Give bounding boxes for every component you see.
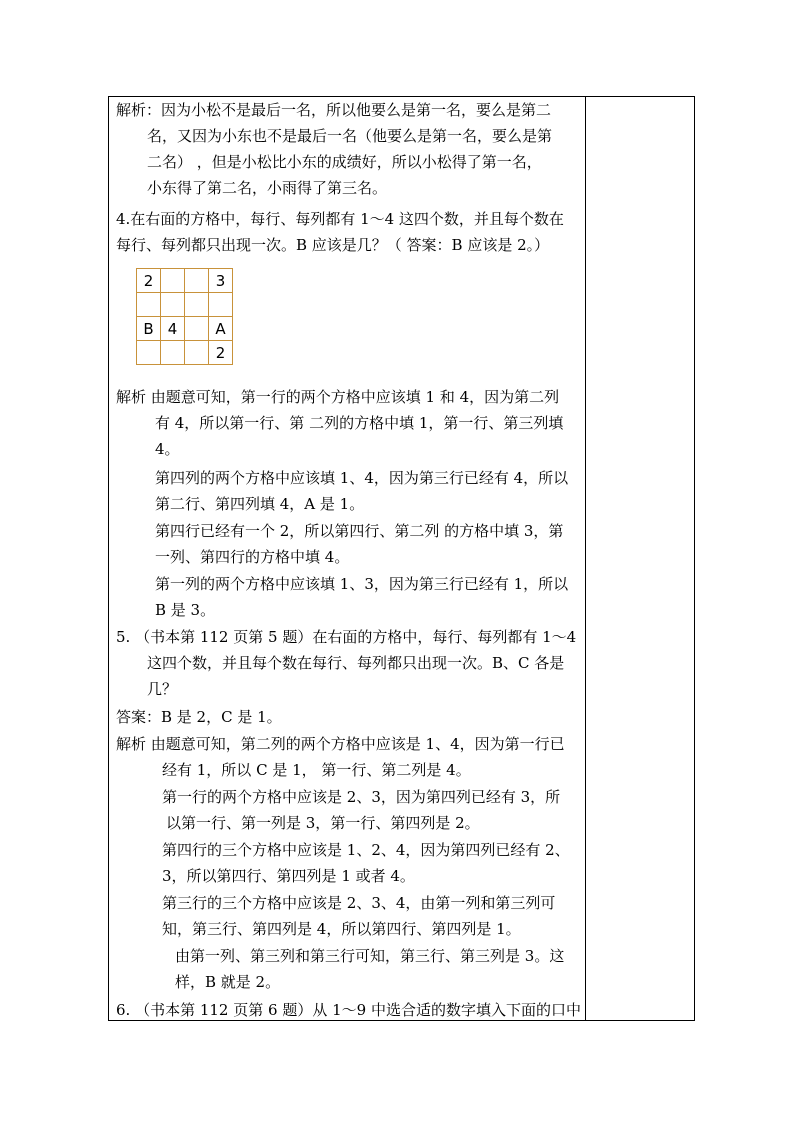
text-line: 第一行的两个方格中应该是 2、3，因为第四列已经有 3，所 [162, 788, 561, 806]
grid-cell: A [209, 317, 233, 341]
text-line: 名，又因为小东也不是最后一名（他要么是第一名，要么是第 [147, 127, 553, 145]
grid-cell: 3 [209, 269, 233, 293]
grid-cell: 2 [137, 269, 161, 293]
text-line: 样，B 就是 2。 [175, 973, 281, 991]
grid-cell [209, 293, 233, 317]
grid-cell: 4 [161, 317, 185, 341]
text-line: 几？ [147, 680, 178, 698]
text-line: 有 4，所以第一行、第 二列的方格中填 1，第一行、第三列填 [155, 414, 564, 432]
grid-cell [137, 341, 161, 365]
grid-cell: 2 [209, 341, 233, 365]
text-line: 这四个数，并且每个数在每行、每列都只出现一次。B、C 各是 [147, 654, 565, 672]
grid-cell [185, 269, 209, 293]
text-line: 第三行的三个方格中应该是 2、3、4，由第一列和第三列可 [162, 894, 556, 912]
sudoku-grid [136, 268, 233, 365]
grid-cell [185, 293, 209, 317]
text-line: 第四列的两个方格中应该填 1、4，因为第三行已经有 4，所以 [155, 469, 569, 487]
grid-cell [185, 341, 209, 365]
text-line: B 是 3。 [155, 601, 216, 619]
text-line: 4。 [155, 440, 180, 458]
text-line: 4.在右面的方格中，每行、每列都有 1～4 这四个数，并且每个数在 [116, 210, 564, 228]
text-line: 经有 1，所以 C 是 1， 第一行、第二列是 4。 [162, 761, 471, 779]
grid-cell [161, 293, 185, 317]
grid-cell: B [137, 317, 161, 341]
grid-cell [185, 317, 209, 341]
text-line: 以第一行、第一列是 3，第一行、第四列是 2。 [166, 814, 480, 832]
text-line: 第四行的三个方格中应该是 1、2、4，因为第四列已经有 2、 [162, 841, 570, 859]
text-line: 解析 由题意可知，第二列的两个方格中应该是 1、4，因为第一行已 [116, 735, 565, 753]
text-line: 6. （书本第 112 页第 6 题）从 1～9 中选合适的数字填入下面的口中 [116, 1001, 581, 1019]
text-line: 二名） ，但是小松比小东的成绩好，所以小松得了第一名， [147, 153, 542, 171]
text-line: 答案：B 是 2，C 是 1。 [116, 708, 282, 726]
grid-cell [161, 341, 185, 365]
text-line: 第四行已经有一个 2，所以第四行、第二列 的方格中填 3，第 [155, 522, 564, 540]
text-line: 由第一列、第三列和第三行可知，第三行、第三列是 3。这 [175, 947, 565, 965]
text-line: 解析：因为小松不是最后一名，所以他要么是第一名，要么是第二 [116, 101, 552, 119]
text-line: 3，所以第四行、第四列是 1 或者 4。 [162, 867, 415, 885]
grid-cell [137, 293, 161, 317]
text-line: 每行、每列都只出现一次。B 应该是几？（ 答案：B 应该是 2。） [116, 236, 550, 254]
text-line: 第二行、第四列填 4，A 是 1。 [155, 495, 365, 513]
text-line: 知，第三行、第四列是 4，所以第四行、第四列是 1。 [162, 920, 521, 938]
grid-cell [161, 269, 185, 293]
text-line: 小东得了第二名，小雨得了第三名。 [147, 179, 388, 197]
text-line: 第一列的两个方格中应该填 1、3，因为第三行已经有 1，所以 [155, 575, 569, 593]
text-line: 一列、第四行的方格中填 4。 [155, 548, 350, 566]
text-line: 5. （书本第 112 页第 5 题）在右面的方格中，每行、每列都有 1～4 [116, 628, 577, 646]
column-divider [585, 96, 586, 1021]
text-line: 解析 由题意可知，第一行的两个方格中应该填 1 和 4，因为第二列 [116, 388, 560, 406]
